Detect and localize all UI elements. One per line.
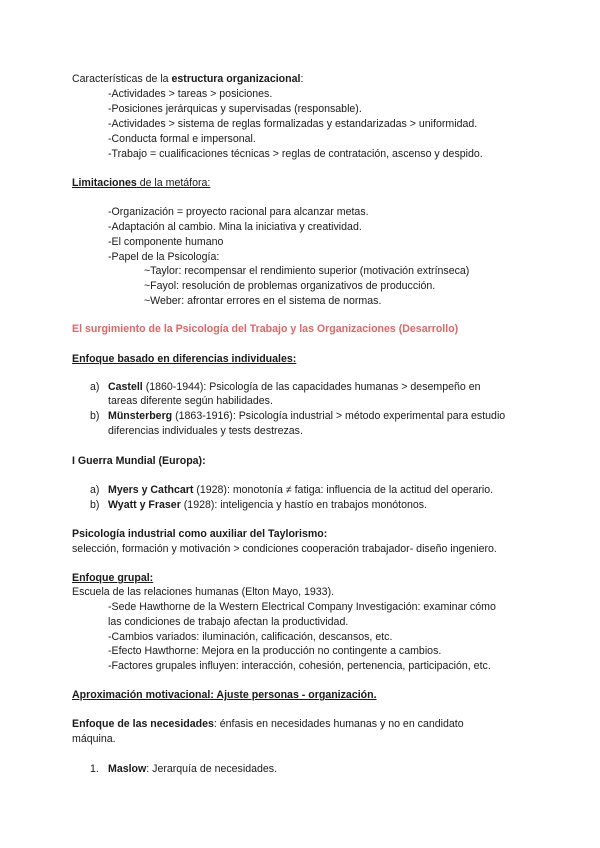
guerra-heading: I Guerra Mundial (Europa): — [72, 455, 206, 467]
grupal-item-cont: las condiciones de trabajo afectan la productividad. — [108, 616, 349, 628]
limitaciones-subitem: ~Fayol: resolución de problemas organizativos de producción. — [144, 280, 436, 292]
estructura-heading: Características de la estructura organizacional: — [72, 73, 304, 85]
grupal-item: -Cambios variados: iluminación, calificación, descansos, etc. — [108, 631, 393, 643]
list-marker: b) — [90, 410, 100, 422]
list-marker: a) — [90, 484, 100, 496]
maslow-item: Maslow: Jerarquía de necesidades. — [108, 763, 278, 775]
grupal-heading: Enfoque grupal: — [72, 572, 154, 584]
limitaciones-item: -Organización = proyecto racional para alcanzar metas. — [108, 206, 369, 218]
grupal-item: -Efecto Hawthorne: Mejora en la producción no contingente a cambios. — [108, 645, 442, 657]
grupal-item: -Factores grupales influyen: interacción, cohesión, pertenencia, participación, etc. — [108, 660, 491, 672]
list-marker: b) — [90, 499, 100, 511]
list-marker: 1. — [90, 763, 99, 775]
section-title: El surgimiento de la Psicología del Trabajo y las Organizaciones (Desarrollo) — [72, 323, 459, 335]
list-marker: a) — [90, 381, 100, 393]
limitaciones-heading: Limitaciones de la metáfora: — [72, 177, 211, 189]
limitaciones-item: -El componente humano — [108, 236, 224, 248]
taylorismo-text: selección, formación y motivación > condiciones cooperación trabajador- diseño ingeniero. — [72, 543, 497, 555]
estructura-heading-bold: estructura organizacional — [171, 73, 301, 85]
diferencias-item-cont: diferencias individuales y tests destrezas. — [108, 425, 303, 437]
diferencias-heading: Enfoque basado en diferencias individuales: — [72, 353, 297, 365]
motivacional-heading: Aproximación motivacional: Ajuste personas - organización. — [72, 689, 377, 701]
diferencias-item-cont: tareas diferente según habilidades. — [108, 395, 273, 407]
grupal-item: -Sede Hawthorne de la Western Electrical Company Investigación: examinar cómo — [108, 601, 496, 613]
estructura-item: -Posiciones jerárquicas y supervisadas (responsable). — [108, 103, 362, 115]
diferencias-item: Münsterberg (1863-1916): Psicología industrial > método experimental para estudio — [108, 410, 506, 422]
necesidades-text: Enfoque de las necesidades: énfasis en necesidades humanas y no en candidato — [72, 718, 464, 730]
estructura-item: -Actividades > sistema de reglas formalizadas y estandarizadas > uniformidad. — [108, 118, 478, 130]
limitaciones-item: -Adaptación al cambio. Mina la iniciativa y creatividad. — [108, 221, 362, 233]
estructura-item: -Trabajo = cualificaciones técnicas > reglas de contratación, ascenso y despido. — [108, 148, 483, 160]
estructura-item: -Actividades > tareas > posiciones. — [108, 88, 273, 100]
estructura-item: -Conducta formal e impersonal. — [108, 133, 256, 145]
grupal-text: Escuela de las relaciones humanas (Elton Mayo, 1933). — [72, 586, 335, 598]
necesidades-text-cont: máquina. — [72, 733, 116, 745]
diferencias-item: Castell (1860-1944): Psicología de las capacidades humanas > desempeño en — [108, 381, 481, 393]
limitaciones-subitem: ~Weber: afrontar errores en el sistema de normas. — [144, 295, 382, 307]
limitaciones-item: -Papel de la Psicología: — [108, 251, 220, 263]
guerra-item: Wyatt y Fraser (1928): inteligencia y hastío en trabajos monótonos. — [108, 499, 427, 511]
taylorismo-heading: Psicología industrial como auxiliar del Taylorismo: — [72, 528, 328, 540]
limitaciones-subitem: ~Taylor: recompensar el rendimiento superior (motivación extrínseca) — [144, 265, 470, 277]
guerra-item: Myers y Cathcart (1928): monotonía ≠ fatiga: influencia de la actitud del operario. — [108, 484, 494, 496]
